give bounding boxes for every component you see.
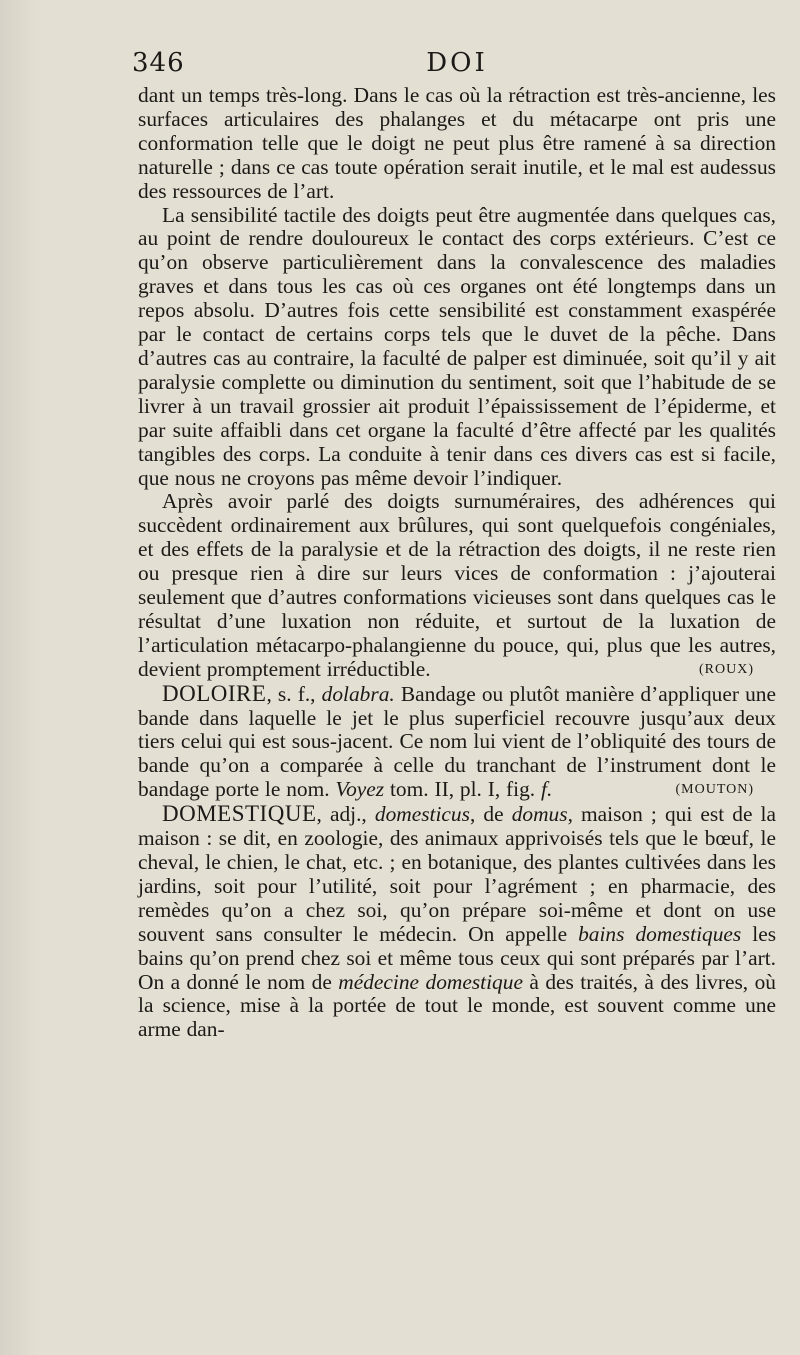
latin-doloire: dolabra. [321,681,395,706]
grammar-doloire: , s. f., [266,681,322,706]
headword-doloire: DOLOIRE [162,680,267,706]
definition-domestique-part1: , maison ; qui est de la maison : se dit, en zoologie, des animaux apprivoisés tels que le bœuf, le cheval, le chien, le chat, etc. ; en botanique, des plantes cultivées dans les jardins, soit pour l’utilité, soit pour l’agrément ; en pharmacie, des remèdes qu’on a chez soi, qu’on prépare soi-même et dont on use souvent sans consulter le médecin. On appelle [138,802,776,946]
paragraph-malformations-text: Après avoir parlé des doigts surnuméraires, des adhérences qui succèdent ordinairement aux brûlures, qui sont quelquefois congéniales, et des effets de la paralysie et de la rétraction des doigts, il ne reste rien ou presque rien à dire sur leurs vices de conformation : j’ajouterai seulement que d’autres conformations vicieuses sont dans quelques cas le résultat d’une luxation non réduite, et surtout de la luxation de l’articulation métacarpo-phalangienne du pouce, qui, plus que les autres, devient promptement irréductible. [138,489,776,681]
paragraph-continuation: dant un temps très-long. Dans le cas où la rétraction est très-ancienne, les surfaces articulaires des phalanges et du métacarpe ont pris une conformation telle que le doigt ne peut plus être ramené à sa direction naturelle ; dans ce cas toute opération serait inutile, et le mal est audessus des ressources de l’art. [138,83,776,203]
grammar-domestique: , adj., [316,802,375,827]
entry-domestique [138,802,776,1042]
author-signature-roux: (ROUX) [699,661,754,677]
etymology-connector: , de [469,802,512,827]
headword-domestique: DOMESTIQUE [162,801,317,827]
cross-reference-voyez: Voyez [335,777,385,802]
entry-doloire [138,682,776,803]
paragraph-malformations [138,490,776,681]
figure-reference: f. [541,777,553,802]
term-medecine-domestique: médecine domestique [338,969,523,994]
author-signature-mouton: (MOUTON) [675,782,754,798]
latin-root-domus: domus [511,802,568,827]
definition-doloire: Bandage ou plutôt manière d’appliquer une bande dans laquelle le jet le plus superficiel recouvre jusqu’aux deux tiers celui qui est sous-jacent. Ce nom lui vient de l’obliquité des tours de bande qu’on a comparée à celle du tranchant de l’instrument dont le bandage porte le nom. [138,681,776,802]
latin-domestique: domesticus [374,802,470,827]
page-header [132,48,776,84]
term-bains-domestiques: bains domestiques [578,921,742,946]
running-head: DOI [426,48,488,78]
plate-reference: tom. II, pl. I, fig. [384,777,541,802]
page-gutter-shadow [0,0,40,1355]
page-number: 346 [132,48,185,78]
definition-domestique-part2: les bains qu’on prend chez soi et même tous ceux qui sont préparés par l’art. On a donné le nom de [138,921,777,994]
definition-domestique-part3: à des traités, à des livres, où la science, mise à la portée de tout le monde, est souvent comme une arme dan- [138,969,776,1042]
paragraph-sensibility: La sensibilité tactile des doigts peut être augmentée dans quelques cas, au point de rendre douloureux le contact des corps extérieurs. C’est ce qu’on observe particulièrement dans la convalescence des maladies graves et dans tous les cas où ces organes ont été longtemps dans un repos absolu. D’autres fois cette sensibilité est constamment exaspérée par le contact de certains corps tels que le duvet de la pêche. Dans d’autres cas au contraire, la faculté de palper est diminuée, soit qu’il y ait paralysie complette ou diminution du sentiment, soit que l’habitude de se livrer à un travail grossier ait produit l’épaississement de l’épiderme, et par suite affaibli dans cet organe la faculté d’être affecté par les qualités tangibles des corps. La conduite à tenir dans ces divers cas est si facile, que nous ne croyons pas même devoir l’indiquer. [138,202,776,490]
body-text [138,84,776,1042]
